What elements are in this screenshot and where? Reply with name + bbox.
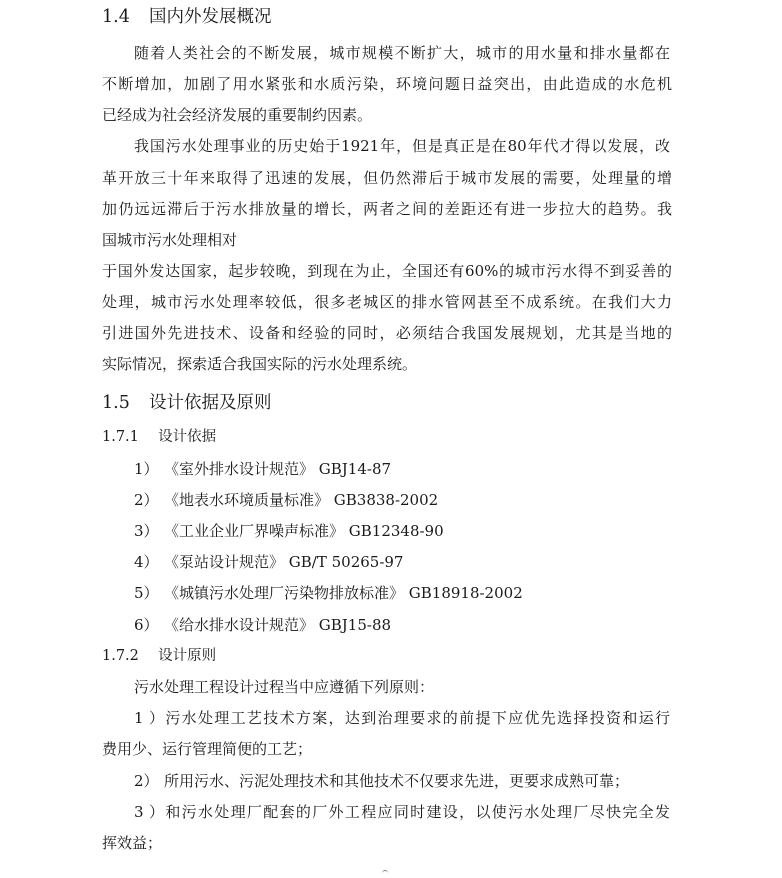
item-number: 1） xyxy=(134,709,164,727)
subsection-number: 1.7.1 xyxy=(102,429,139,445)
item-text: 《地表水环境质量标准》 GB3838-2002 xyxy=(164,491,439,509)
subsection-heading-1-7-1 xyxy=(102,427,672,447)
subsection-number: 1.7.2 xyxy=(102,648,139,664)
item-text: 《工业企业厂界噪声标准》 GB12348-90 xyxy=(164,522,444,540)
principle-item xyxy=(134,708,670,728)
reference-item xyxy=(134,459,670,479)
paragraph-line: 随着人类社会的不断发展，城市规模不断扩大，城市的用水量和排水量都在 xyxy=(134,44,670,62)
principles-intro: 污水处理工程设计过程当中应遵循下列原则： xyxy=(134,678,435,696)
paragraph-line: 我国污水处理事业的历史始于1921年，但是真正是在80年代才得以发展，改 xyxy=(134,137,670,155)
item-number: 2） xyxy=(134,491,159,509)
item-number: 6） xyxy=(134,616,159,634)
paragraph-line: 已经成为社会经济发展的重要制约因素。 xyxy=(102,106,373,124)
reference-item xyxy=(134,521,670,541)
subsection-heading-1-7-2 xyxy=(102,646,672,666)
paragraph-line: 国城市污水处理相对 xyxy=(102,231,238,249)
reference-item xyxy=(134,552,670,572)
section-title: 设计依据及原则 xyxy=(149,393,272,413)
page-mark-icon xyxy=(382,870,388,877)
item-text: 所用污水、污泥处理技术和其他技术不仅要求先进，更要求成熟可靠； xyxy=(164,772,630,790)
paragraph-line: 革开放三十年来取得了迅速的发展，但仍然滞后于城市发展的需要，处理量的增 xyxy=(102,169,672,187)
principle-item xyxy=(134,802,670,822)
item-text: 《城镇污水处理厂污染物排放标准》 GB18918-2002 xyxy=(164,584,523,602)
subsection-title: 设计依据 xyxy=(158,429,217,445)
subsection-title: 设计原则 xyxy=(158,648,217,664)
paragraph-line: 处理，城市污水处理率较低，很多老城区的排水管网甚至不成系统。在我们大力 xyxy=(102,293,672,311)
section-number: 1.5 xyxy=(102,393,130,413)
principle-item-continued: 费用少、运行管理简便的工艺； xyxy=(102,740,313,758)
section-heading-1-5 xyxy=(102,392,672,414)
item-text: 污水处理工艺技术方案，达到治理要求的前提下应优先选择投资和运行 xyxy=(164,709,670,727)
item-number: 2） xyxy=(134,772,159,790)
item-text: 《泵站设计规范》 GB/T 50265-97 xyxy=(164,553,404,571)
principle-item-continued: 挥效益； xyxy=(102,834,163,852)
paragraph-line: 实际情况，探索适合我国实际的污水处理系统。 xyxy=(102,355,418,373)
reference-item xyxy=(134,583,670,603)
item-number: 4） xyxy=(134,553,159,571)
paragraph-line: 加仍远远滞后于污水排放量的增长，两者之间的差距还有进一步拉大的趋势。我 xyxy=(102,200,672,218)
paragraph-line: 引进国外先进技术、设备和经验的同时，必须结合我国发展规划，尤其是当地的 xyxy=(102,324,672,342)
item-number: 5） xyxy=(134,584,159,602)
section-title: 国内外发展概况 xyxy=(149,7,272,27)
paragraph-line: 于国外发达国家，起步较晚，到现在为止，全国还有60%的城市污水得不到妥善的 xyxy=(102,262,672,280)
paragraph-line: 不断增加，加剧了用水紧张和水质污染，环境问题日益突出，由此造成的水危机 xyxy=(102,75,672,93)
section-heading-1-4 xyxy=(102,6,672,28)
item-number: 3） xyxy=(134,803,164,821)
item-number: 1） xyxy=(134,460,159,478)
principle-item xyxy=(134,771,670,791)
item-number: 3） xyxy=(134,522,159,540)
section-number: 1.4 xyxy=(102,7,130,27)
item-text: 《室外排水设计规范》 GBJ14-87 xyxy=(164,460,392,478)
reference-item xyxy=(134,615,670,635)
reference-item xyxy=(134,490,670,510)
item-text: 《给水排水设计规范》 GBJ15-88 xyxy=(164,616,392,634)
item-text: 和污水处理厂配套的厂外工程应同时建设，以使污水处理厂尽快完全发 xyxy=(164,803,670,821)
